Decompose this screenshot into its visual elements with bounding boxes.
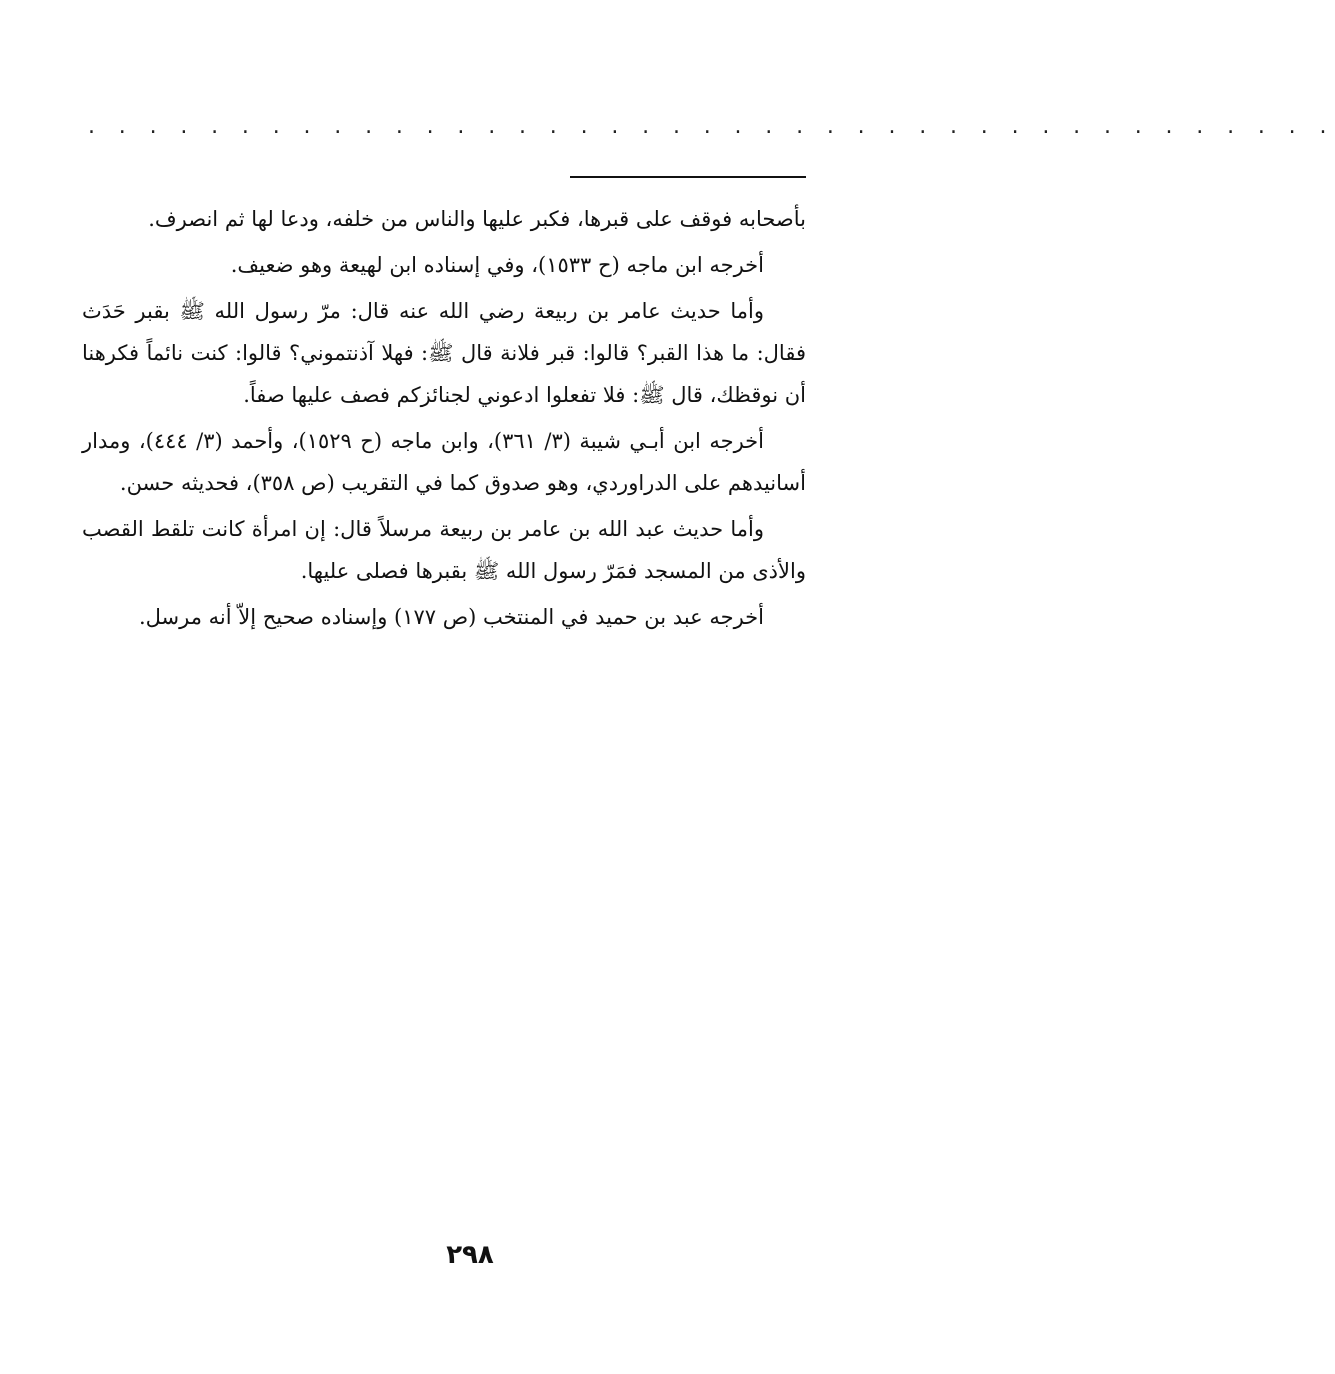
paragraph-continuation: بأصحابه فوقف على قبرها، فكبر عليها والناس من خلفه، ودعا لها ثم انصرف. — [148, 207, 806, 231]
paragraph-abdullah-ibn-amir: وأما حديث عبد الله بن عامر بن ربيعة مرسلاً قال: إن امرأة كانت تلقط القصب والأذى من المسجد فمَرّ رسول الله ﷺ بقبرها فصلى عليها. — [82, 517, 806, 583]
paragraph-abd-ibn-humayd: أخرجه عبد بن حميد في المنتخب (ص ١٧٧) وإسناده صحيح إلاّ أنه مرسل. — [138, 605, 764, 629]
paragraph-ibn-majah-1533: أخرجه ابن ماجه (ح ١٥٣٣)، وفي إسناده ابن لهيعة وهو ضعيف. — [230, 253, 764, 277]
footnote-body — [82, 198, 806, 642]
paragraph-amir-ibn-rabia: وأما حديث عامر بن ربيعة رضي الله عنه قال: مرّ رسول الله ﷺ بقبر حَدَث فقال: ما هذا القبر؟ قالوا: قبر فلانة قال ﷺ: فهلا آذنتموني؟ قالوا: كنت نائماً فكرهنا أن نوقظك، قال ﷺ: فلا تفعلوا ادعوني لجنائزكم فصف عليها صفاً. — [82, 299, 806, 407]
dotted-separator: . . . . . . . . . . . . . . . . . . . . . . . . . . . . . . . . . . . . . . . . . — [88, 114, 1335, 139]
footnote-rule — [570, 176, 806, 178]
page-number: ٢٩٨ — [446, 1240, 494, 1270]
paragraph-ibn-abi-shaybah: أخرجه ابن أبـي شيبة (٣/ ٣٦١)، وابن ماجه (ح ١٥٢٩)، وأحمد (٣/ ٤٤٤)، ومدار أسانيدهم على الدراوردي، وهو صدوق كما في التقريب (ص ٣٥٨)، فحديثه حسن. — [82, 429, 806, 495]
